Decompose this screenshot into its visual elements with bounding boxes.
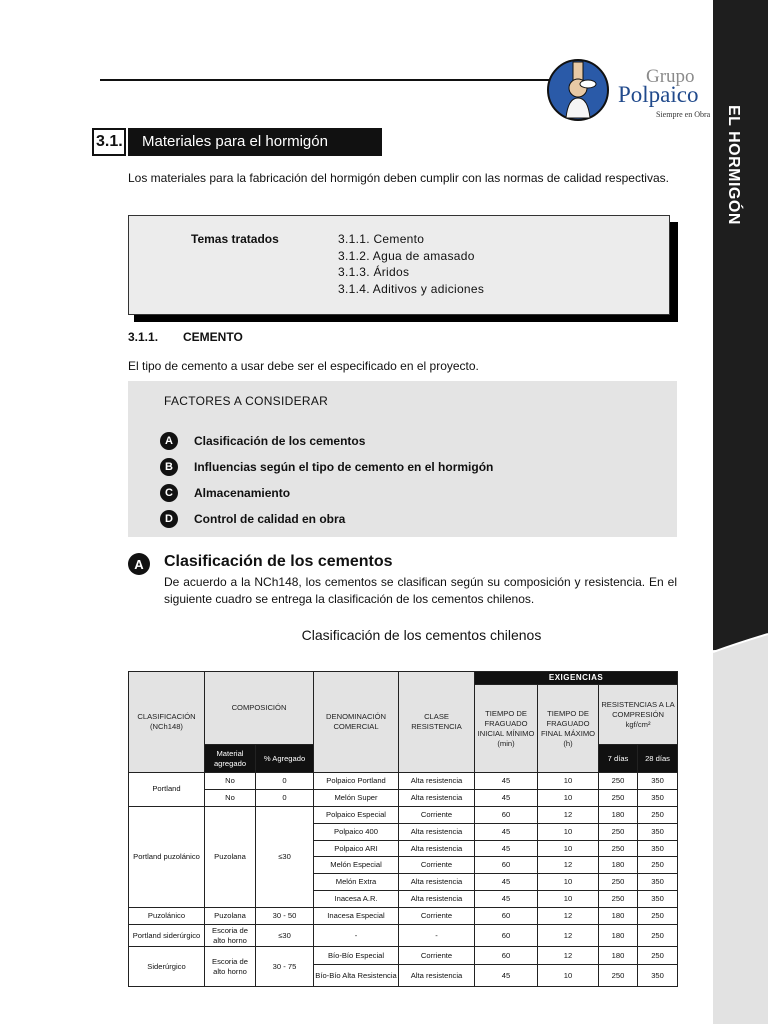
header-agregado: % Agregado	[256, 745, 314, 773]
denominacion-cell: Polpaico Portland	[314, 773, 399, 790]
clase-cell: -	[399, 925, 475, 947]
table-row	[129, 773, 678, 790]
clase-cell: Alta resistencia	[399, 840, 475, 857]
header-28-dias: 28 días	[638, 745, 678, 773]
ti-cell: 45	[475, 823, 538, 840]
tf-cell: 10	[538, 789, 599, 806]
ti-cell: 60	[475, 857, 538, 874]
clase-cell: Alta resistencia	[399, 823, 475, 840]
material-cell: Puzolana	[205, 908, 256, 925]
class-cell: Portland puzolánico	[129, 806, 205, 907]
d28-cell: 250	[638, 857, 678, 874]
d7-cell: 250	[599, 823, 638, 840]
factor-label: Almacenamiento	[194, 486, 291, 500]
topics-box	[128, 215, 670, 315]
d7-cell: 180	[599, 925, 638, 947]
tf-cell: 10	[538, 965, 599, 987]
section-a-text: De acuerdo a la NCh148, los cementos se clasifican según su composición y resistencia. En el siguiente cuadro se entrega la clasificación de los cementos chilenos.	[164, 575, 677, 606]
d28-cell: 350	[638, 840, 678, 857]
material-cell: Escoria de alto horno	[205, 947, 256, 987]
clase-cell: Alta resistencia	[399, 874, 475, 891]
topics-label: Temas tratados	[191, 232, 279, 246]
tf-cell: 12	[538, 857, 599, 874]
d7-cell: 250	[599, 789, 638, 806]
logo-brand-name: Polpaico	[618, 82, 699, 107]
d28-cell: 350	[638, 874, 678, 891]
clase-cell: Corriente	[399, 857, 475, 874]
d7-cell: 180	[599, 947, 638, 965]
d28-cell: 250	[638, 925, 678, 947]
ti-cell: 45	[475, 874, 538, 891]
table-row	[129, 789, 678, 806]
topic-item: 3.1.1. Cemento	[338, 232, 425, 246]
denominacion-cell: Bío-Bío Alta Resistencia	[314, 965, 399, 987]
polpaico-logo	[546, 58, 716, 122]
clase-cell: Alta resistencia	[399, 965, 475, 987]
cement-classification-table	[128, 671, 678, 987]
badge-c-icon: C	[160, 484, 178, 502]
class-cell: Siderúrgico	[129, 947, 205, 987]
class-cell: Portland siderúrgico	[129, 925, 205, 947]
header-rule	[100, 79, 550, 81]
tf-cell: 10	[538, 891, 599, 908]
ti-cell: 60	[475, 806, 538, 823]
table-row	[129, 925, 678, 947]
logo-grupo-text: Grupo	[646, 66, 695, 87]
logo-tagline: Siempre en Obra	[656, 110, 711, 119]
topics-list	[338, 231, 484, 297]
denominacion-cell: Melón Especial	[314, 857, 399, 874]
denominacion-cell: Polpaico Especial	[314, 806, 399, 823]
denominacion-cell: Inacesa A.R.	[314, 891, 399, 908]
factor-item-c	[160, 483, 290, 503]
d28-cell: 350	[638, 789, 678, 806]
d28-cell: 350	[638, 891, 678, 908]
ti-cell: 45	[475, 891, 538, 908]
pct-cell: 0	[256, 773, 314, 790]
badge-b-icon: B	[160, 458, 178, 476]
badge-d-icon: D	[160, 510, 178, 528]
factors-box	[128, 381, 677, 537]
header-resistencias: RESISTENCIAS A LA COMPRESIÓN kgf/cm²	[599, 685, 678, 745]
d7-cell: 180	[599, 857, 638, 874]
factor-label: Clasificación de los cementos	[194, 434, 366, 448]
factors-title: FACTORES A CONSIDERAR	[164, 394, 329, 408]
clase-cell: Alta resistencia	[399, 891, 475, 908]
side-band-curve	[713, 632, 768, 662]
header-clase: CLASE RESISTENCIA	[399, 672, 475, 773]
section-title: Materiales para el hormigón	[128, 128, 382, 156]
topic-item: 3.1.2. Agua de amasado	[338, 248, 475, 263]
tf-cell: 10	[538, 773, 599, 790]
factor-label: Influencias según el tipo de cemento en el hormigón	[194, 460, 494, 474]
d28-cell: 350	[638, 965, 678, 987]
subsection-title: CEMENTO	[183, 330, 243, 344]
table-title: Clasificación de los cementos chilenos	[301, 627, 542, 643]
ti-cell: 45	[475, 789, 538, 806]
header-exigencias: EXIGENCIAS	[475, 672, 678, 685]
d28-cell: 250	[638, 908, 678, 925]
denominacion-cell: Polpaico 400	[314, 823, 399, 840]
pct-cell: ≤30	[256, 925, 314, 947]
clase-cell: Corriente	[399, 908, 475, 925]
d7-cell: 180	[599, 908, 638, 925]
header-clasificacion: CLASIFICACIÓN (NCh148)	[129, 672, 205, 773]
d7-cell: 250	[599, 840, 638, 857]
ti-cell: 45	[475, 965, 538, 987]
pct-cell: 30 - 75	[256, 947, 314, 987]
pct-cell: 0	[256, 789, 314, 806]
ti-cell: 60	[475, 947, 538, 965]
worker-emblem-icon	[546, 58, 610, 122]
material-cell: No	[205, 789, 256, 806]
class-cell: Puzolánico	[129, 908, 205, 925]
section-number: 3.1.	[92, 128, 126, 156]
cement-intro: El tipo de cemento a usar debe ser el especificado en el proyecto.	[128, 359, 479, 373]
header-composicion: COMPOSICIÓN	[205, 672, 314, 745]
side-band-lower	[713, 650, 768, 1024]
d28-cell: 250	[638, 947, 678, 965]
d7-cell: 180	[599, 806, 638, 823]
badge-a-icon: A	[128, 553, 150, 575]
d28-cell: 250	[638, 806, 678, 823]
material-cell: Puzolana	[205, 806, 256, 907]
topic-item: 3.1.3. Áridos	[338, 265, 410, 279]
factor-item-b	[160, 457, 493, 477]
d7-cell: 250	[599, 874, 638, 891]
d28-cell: 350	[638, 823, 678, 840]
d7-cell: 250	[599, 891, 638, 908]
class-cell: Portland	[129, 773, 205, 807]
ti-cell: 60	[475, 908, 538, 925]
tf-cell: 12	[538, 925, 599, 947]
table-row	[129, 806, 678, 823]
denominacion-cell: Inacesa Especial	[314, 908, 399, 925]
ti-cell: 60	[475, 925, 538, 947]
denominacion-cell: Polpaico ARI	[314, 840, 399, 857]
tf-cell: 10	[538, 840, 599, 857]
d7-cell: 250	[599, 773, 638, 790]
table-row	[129, 908, 678, 925]
factor-label: Control de calidad en obra	[194, 512, 346, 526]
clase-cell: Alta resistencia	[399, 789, 475, 806]
ti-cell: 45	[475, 840, 538, 857]
denominacion-cell: Bío-Bío Especial	[314, 947, 399, 965]
factor-item-d	[160, 509, 345, 529]
badge-a-icon: A	[160, 432, 178, 450]
material-cell: No	[205, 773, 256, 790]
header-7-dias: 7 días	[599, 745, 638, 773]
header-denominacion: DENOMINACIÓN COMERCIAL	[314, 672, 399, 773]
tf-cell: 10	[538, 823, 599, 840]
clase-cell: Corriente	[399, 806, 475, 823]
ti-cell: 45	[475, 773, 538, 790]
intro-paragraph: Los materiales para la fabricación del hormigón deben cumplir con las normas de calidad respectivas.	[128, 171, 669, 185]
factor-item-a	[160, 431, 365, 451]
side-chapter-title: EL HORMIGÓN	[725, 105, 742, 225]
clase-cell: Corriente	[399, 947, 475, 965]
header-material: Material agregado	[205, 745, 256, 773]
d28-cell: 350	[638, 773, 678, 790]
clase-cell: Alta resistencia	[399, 773, 475, 790]
subsection-number: 3.1.1.	[128, 330, 159, 344]
tf-cell: 12	[538, 908, 599, 925]
section-a-title: Clasificación de los cementos	[164, 553, 393, 570]
tf-cell: 12	[538, 947, 599, 965]
pct-cell: 30 - 50	[256, 908, 314, 925]
denominacion-cell: -	[314, 925, 399, 947]
subsection-heading	[128, 330, 243, 344]
topic-item: 3.1.4. Aditivos y adiciones	[338, 281, 485, 296]
header-tiempo-inicial: TIEMPO DE FRAGUADO INICIAL MÍNIMO (min)	[475, 685, 538, 773]
tf-cell: 12	[538, 806, 599, 823]
header-tiempo-final: TIEMPO DE FRAGUADO FINAL MÁXIMO (h)	[538, 685, 599, 773]
pct-cell: ≤30	[256, 806, 314, 907]
tf-cell: 10	[538, 874, 599, 891]
table-row	[129, 947, 678, 965]
material-cell: Escoria de alto horno	[205, 925, 256, 947]
denominacion-cell: Melón Super	[314, 789, 399, 806]
denominacion-cell: Melón Extra	[314, 874, 399, 891]
d7-cell: 250	[599, 965, 638, 987]
